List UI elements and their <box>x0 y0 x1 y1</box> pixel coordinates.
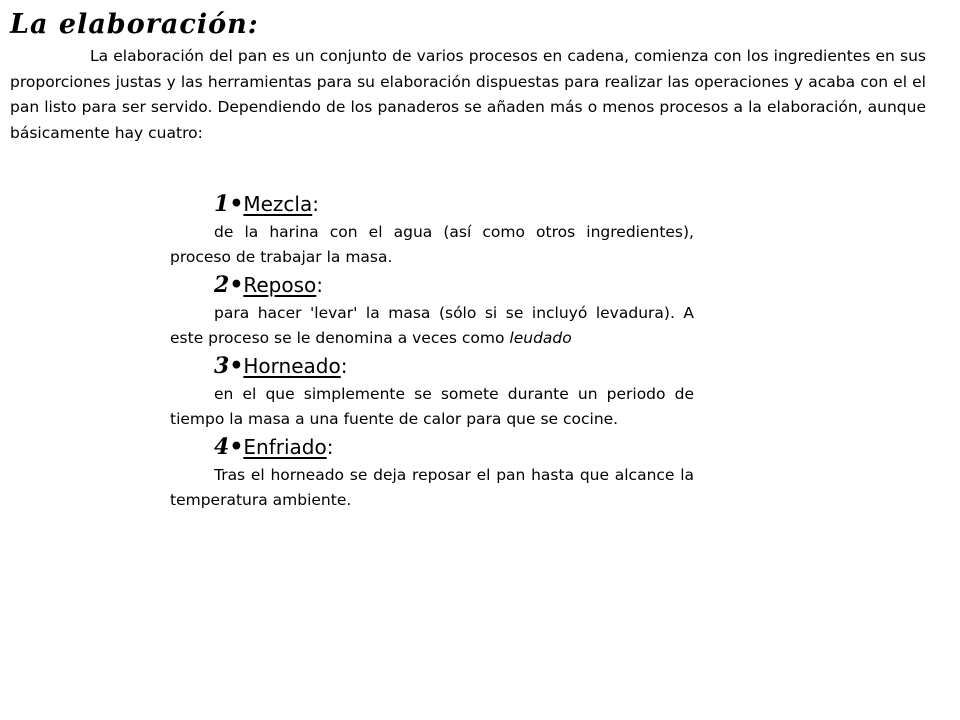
step-name: Horneado <box>243 354 341 378</box>
step-description <box>170 382 694 431</box>
step-number: 1 <box>214 191 230 217</box>
step-number: 4 <box>214 434 230 460</box>
step-heading <box>170 188 694 220</box>
step-description-text: para hacer 'levar' la masa (sólo si se incluyó levadura). A este proceso se le denomina a veces como <box>170 304 694 347</box>
step-heading <box>170 431 694 463</box>
step-name: Reposo <box>243 273 317 297</box>
page-title: La elaboración: <box>10 9 259 40</box>
step-description-emphasis: leudado <box>509 328 572 347</box>
step-number: 3 <box>214 353 230 379</box>
step-colon: : <box>316 273 324 297</box>
step-horneado <box>170 350 694 431</box>
bullet-icon: • <box>229 434 244 460</box>
bullet-icon: • <box>229 353 244 379</box>
step-description <box>170 220 694 269</box>
step-description <box>170 301 694 350</box>
step-enfriado <box>170 431 694 512</box>
step-name: Enfriado <box>243 435 327 459</box>
step-number: 2 <box>214 272 230 298</box>
step-colon: : <box>326 435 334 459</box>
step-colon: : <box>312 192 319 216</box>
bullet-icon: • <box>229 191 244 217</box>
step-colon: : <box>340 354 348 378</box>
bullet-icon: • <box>229 272 244 298</box>
step-reposo <box>170 269 694 350</box>
step-mezcla <box>170 188 694 269</box>
steps-list <box>170 188 694 512</box>
step-heading <box>170 350 694 382</box>
step-name: Mezcla <box>243 192 313 216</box>
step-description <box>170 463 694 512</box>
step-description-text: en el que simplemente se somete durante un periodo de tiempo la masa a una fuente de calor para que se cocine. <box>170 385 694 428</box>
step-description-text: de la harina con el agua (así como otros ingredientes), proceso de trabajar la masa. <box>170 223 694 266</box>
step-heading <box>170 269 694 301</box>
step-description-text: Tras el horneado se deja reposar el pan hasta que alcance la temperatura ambiente. <box>170 466 694 509</box>
intro-paragraph: La elaboración del pan es un conjunto de varios procesos en cadena, comienza con los ingredientes en sus proporciones justas y las herramientas para su elaboración dispuestas para realizar las operaciones y acaba con el el pan listo para ser servido. Dependiendo de los panaderos se añaden más o menos procesos a la elaboración, aunque básicamente hay cuatro: <box>10 47 926 142</box>
